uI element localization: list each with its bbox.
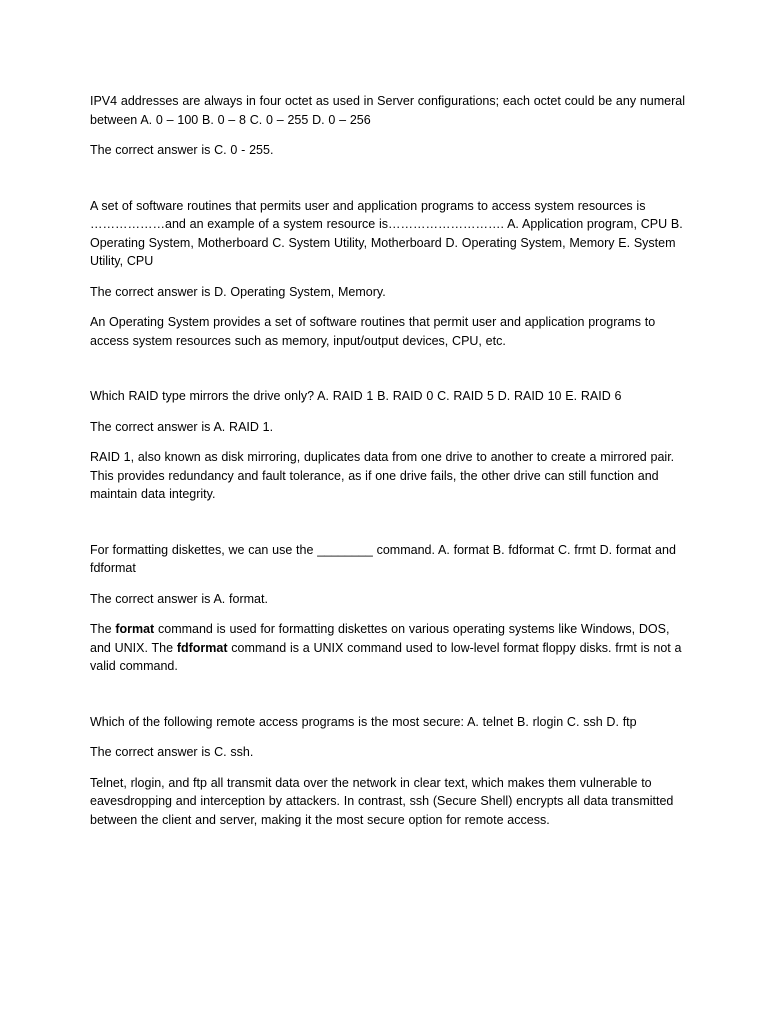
document-body <box>90 92 690 841</box>
qa-block-operating-system <box>90 197 690 351</box>
qa-block-remote-access <box>90 713 690 830</box>
qa-block-raid <box>90 387 690 504</box>
keyword-format: format <box>115 622 155 636</box>
question-text: For formatting diskettes, we can use the ________ command. A. format B. fdformat C. frmt D. format and fdformat <box>90 542 676 575</box>
explanation-lead: The <box>90 622 116 636</box>
question-text: IPV4 addresses are always in four octet as used in Server configurations; each octet could be any numeral between A. 0 – 100 B. 0 – 8 C. 0 – 255 D. 0 – 256 <box>90 94 686 127</box>
question-text: A set of software routines that permits user and application programs to access system resources is ………………and an example of a system resource is………………………. A. Application program, CPU B. Operating System, Motherboard C. System Utility, Motherboard D. Operating System, Memory E. System Utility, CPU <box>90 198 683 268</box>
keyword-fdformat: fdformat <box>176 640 228 655</box>
answer-text: The correct answer is C. 0 - 255. <box>90 143 274 157</box>
answer-text: The correct answer is D. Operating System, Memory. <box>90 284 386 299</box>
explanation-text: Telnet, rlogin, and ftp all transmit data over the network in clear text, which makes them vulnerable to eavesdropping and interception by attackers. In contrast, ssh (Secure Shell) encrypts all data transmitted between the client and server, making it the most secure option for remote access. <box>90 775 674 827</box>
explanation-text: An Operating System provides a set of software routines that permit user and application programs to access system resources such as memory, input/output devices, CPU, etc. <box>90 315 656 348</box>
qa-block-ipv4 <box>90 92 690 160</box>
explanation-text <box>90 620 690 676</box>
explanation-segment: command is used for formatting diskettes on various operating systems like Windows, DOS, and UNIX. The <box>90 622 670 655</box>
question-text: Which of the following remote access programs is the most secure: A. telnet B. rlogin C. ssh D. ftp <box>90 714 637 729</box>
answer-text: The correct answer is C. ssh. <box>90 745 254 759</box>
explanation-text: RAID 1, also known as disk mirroring, duplicates data from one drive to another to create a mirrored pair. This provides redundancy and fault tolerance, as if one drive fails, the other drive can still function and maintain data integrity. <box>90 450 675 501</box>
answer-text: The correct answer is A. RAID 1. <box>90 419 274 434</box>
qa-block-formatting <box>90 541 690 676</box>
question-text: Which RAID type mirrors the drive only? A. RAID 1 B. RAID 0 C. RAID 5 D. RAID 10 E. RAID 6 <box>90 389 622 403</box>
explanation-segment: command is a UNIX command used to low-level format floppy disks. frmt is not a valid command. <box>90 640 682 673</box>
answer-text: The correct answer is A. format. <box>90 591 268 606</box>
